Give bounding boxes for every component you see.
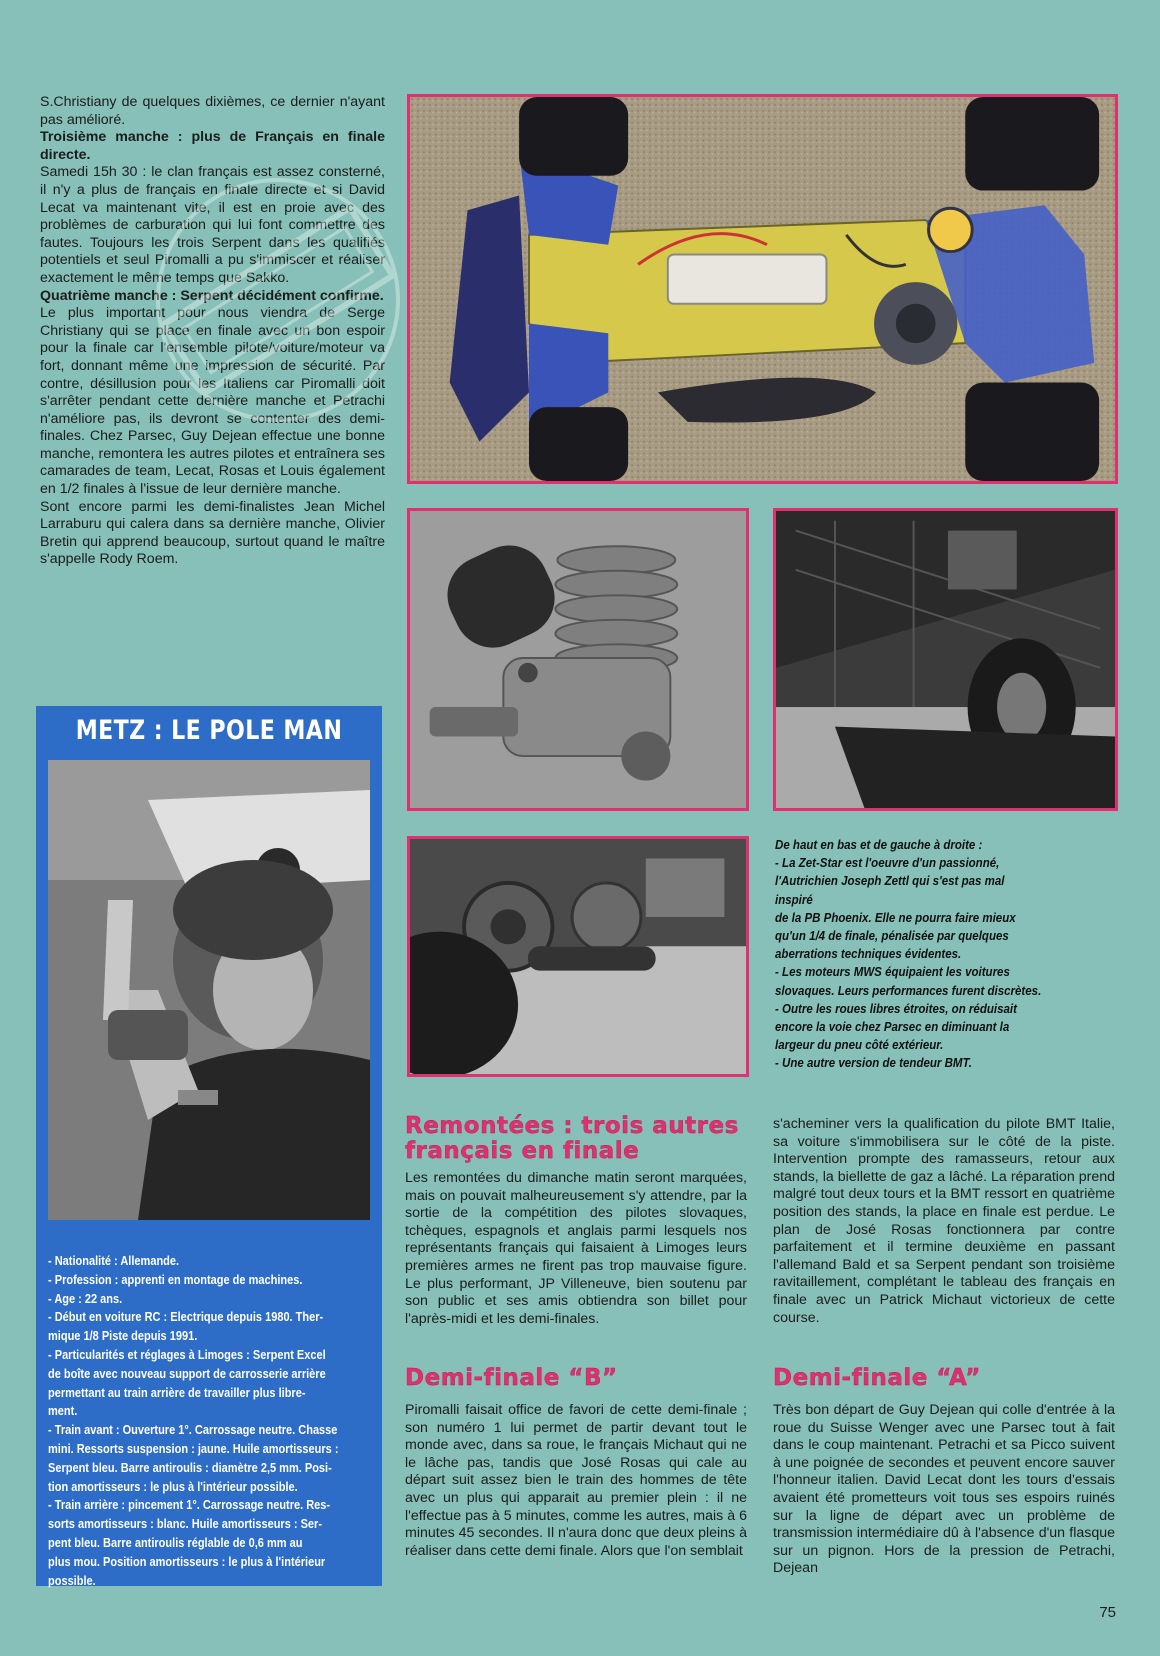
paragraph: S.Christiany de quelques dixièmes, ce dernier n'ayant pas amélioré.	[40, 94, 385, 128]
pole-man-portrait	[48, 760, 370, 1220]
sidebar-details	[48, 1252, 375, 1590]
paragraph: Le plus important pour nous viendra de Serge Christiany qui se place en finale avec un bon espoir pour la finale car l'ensemble pilote/voiture/moteur va fort, donnant même une impression de sécurité. Par contre, désillusion pour les Italiens car Piromalli doit s'arrêter pendant cette dernière manche et Petrachi n'améliore pas, ils devront se contenter des demi-finales. Chez Parsec, Guy Dejean effectue une bonne manche, remontera les autres pilotes et entraînera ses camarades de team, Lecat, Rosas et Louis également en 1/2 finales à l'issue de leur dernière manche.	[40, 305, 385, 498]
throttle-linkage-photo	[407, 836, 749, 1077]
car-front-photo	[773, 508, 1118, 811]
remontees-text	[405, 1170, 747, 1328]
detail-line: mini. Ressorts suspension : jaune. Huile amortisseurs :	[48, 1440, 339, 1456]
caption-line: - La Zet-Star est l'oeuvre d'un passionné,	[775, 855, 1000, 871]
subheading: Troisième manche : plus de Français en finale directe.	[40, 129, 385, 163]
caption-line: encore la voie chez Parsec en diminuant la	[775, 1019, 1010, 1035]
demi-finale-a-text	[773, 1402, 1115, 1578]
subheading: Quatrième manche : Serpent décidément confirme.	[40, 287, 384, 304]
paragraph: Piromalli faisait office de favori de cette demi-finale ; son numéro 1 lui permet de partir devant tout le monde avec, dans sa roue, le français Michaut qui ne le lâche pas, tandis que José Rosas qui cale au départ suit assez bien le train des hommes de tête avec un plus qui apparait au premier plein : il ne l'effectue pas à 5 minutes, comme les autres, mais à 6 minutes 45 secondes. Il n'aura donc que deux pleins à réaliser dans cette demi finale. Alors que l'on semblait	[405, 1402, 747, 1559]
page-number: 75	[1099, 1604, 1116, 1621]
caption-line: inspiré	[775, 891, 813, 907]
pole-man-sidebar	[36, 706, 382, 1586]
detail-line: ment.	[48, 1403, 78, 1419]
paragraph: s'acheminer vers la qualification du pilote BMT Italie, sa voiture s'immobilisera sur le côté de la piste. Intervention prompte des ramasseurs, retour aux stands, la biellette de gaz a lâché. La réparation prend malgré tout deux tours et la BMT ressort en quatrième position des stands, la place en finale est perdue. Le plan de José Rosas fonctionnera par contre parfaitement et il termine deuxième en passant l'allemand Bald et sa Serpent pendant son troisième ravitaillement, complétant le tableau des français en finale avec un Patrick Michaut victorieux de cette course.	[773, 1116, 1115, 1326]
photo-caption	[775, 836, 1099, 1073]
detail-line: mique 1/8 Piste depuis 1991.	[48, 1328, 198, 1344]
demi-finale-b-title: Demi-finale “B”	[405, 1365, 618, 1391]
right-column-text	[773, 1116, 1115, 1327]
detail-line: - Particularités et réglages à Limoges : Serpent Excel	[48, 1346, 326, 1362]
title-line: français en finale	[405, 1138, 640, 1164]
detail-line: tion amortisseurs : le plus à l'intérieur possible.	[48, 1478, 298, 1494]
paragraph: Samedi 15h 30 : le clan français est assez consterné, il n'y a plus de français en finale directe et si David Lecat va maintenant vite, il est en proie avec des problèmes de carburation qui lui font commettre des fautes. Toujours les trois Serpent dans les qualifiés potentiels et seul Piromalli a pu s'immiscer et réaliser exactement le même temps que Sakko.	[40, 164, 385, 286]
demi-finale-a-title: Demi-finale “A”	[773, 1365, 981, 1391]
title-line: Remontées : trois autres	[405, 1113, 739, 1139]
caption-line: - Une autre version de tendeur BMT.	[775, 1055, 972, 1071]
paragraph: Les remontées du dimanche matin seront marquées, mais on pouvait malheureusement s'y attendre, par la sortie de la compétition des pilotes slovaques, tchèques, espagnols et anglais parmi lesquels nos représentants français qui faisaient à Limoges leurs premières armes ne firent pas trop mauvaise figure. Le plus performant, JP Villeneuve, bien soutenu par son public et ses amis obtiendra son billet pour l'après-midi et les demi-finales.	[405, 1170, 747, 1327]
detail-line: plus mou. Position amortisseurs : le plus à l'intérieur	[48, 1553, 326, 1569]
engine-photo	[407, 508, 749, 811]
caption-line: de la PB Phoenix. Elle ne pourra faire mieux	[775, 909, 1016, 925]
detail-line: - Début en voiture RC : Electrique depuis 1980. Ther-	[48, 1309, 324, 1325]
detail-line: Serpent bleu. Barre antiroulis : diamètre 2,5 mm. Posi-	[48, 1459, 332, 1475]
caption-line: largeur du pneu côté extérieur.	[775, 1037, 944, 1053]
caption-line: - Les moteurs MWS équipaient les voitures	[775, 964, 1010, 980]
paragraph: Très bon départ de Guy Dejean qui colle d'entrée à la roue du Suisse Wenger avec une Parsec tout à fait dans le coup maintenant. Petrachi et sa Picco suivent à une poignée de secondes et peuvent encore sauver l'honneur italien. David Lecat dont les tours d'essais avaient été prometteurs voit tous ses espoirs ruinés sur la ligne de départ avec un problème de transmission intermédiaire dû à l'absence d'un flasque sur un pignon. Hors de la pression de Petrachi, Dejean	[773, 1402, 1115, 1577]
caption-line: aberrations techniques évidentes.	[775, 946, 962, 962]
caption-line: slovaques. Leurs performances furent discrètes.	[775, 982, 1042, 998]
demi-finale-b-text	[405, 1402, 747, 1560]
detail-line: possible.	[48, 1572, 96, 1588]
detail-line: sorts amortisseurs : blanc. Huile amortisseurs : Ser-	[48, 1516, 323, 1532]
remontees-title	[405, 1114, 755, 1164]
detail-line: de boîte avec nouveau support de carrosserie arrière	[48, 1365, 326, 1381]
caption-line: l'Autrichien Joseph Zettl qui s'est pas mal	[775, 873, 1005, 889]
detail-line: - Train arrière : pincement 1°. Carrossage neutre. Res-	[48, 1497, 331, 1513]
detail-line: - Nationalité : Allemande.	[48, 1253, 180, 1268]
left-column-text	[40, 94, 385, 569]
caption-line: - Outre les roues libres étroites, on réduisait	[775, 1000, 1017, 1016]
caption-line: De haut en bas et de gauche à droite :	[775, 837, 983, 852]
sidebar-title: METZ : LE POLE MAN	[75, 715, 343, 746]
detail-line: - Age : 22 ans.	[48, 1290, 123, 1306]
detail-line: pent bleu. Barre antiroulis réglable de 0,6 mm au	[48, 1534, 303, 1550]
caption-line: qu'un 1/4 de finale, pénalisée par quelques	[775, 928, 1009, 944]
detail-line: - Profession : apprenti en montage de machines.	[48, 1271, 303, 1287]
detail-line: - Train avant : Ouverture 1°. Carrossage neutre. Chasse	[48, 1422, 338, 1438]
detail-line: permettant au train arrière de travailler plus libre-	[48, 1384, 306, 1400]
car-chassis-photo	[407, 94, 1118, 484]
paragraph: Sont encore parmi les demi-finalistes Jean Michel Larraburu qui calera dans sa dernière manche, Olivier Bretin qui apprend beaucoup, surtout quand le maître s'appelle Rody Roem.	[40, 498, 385, 568]
